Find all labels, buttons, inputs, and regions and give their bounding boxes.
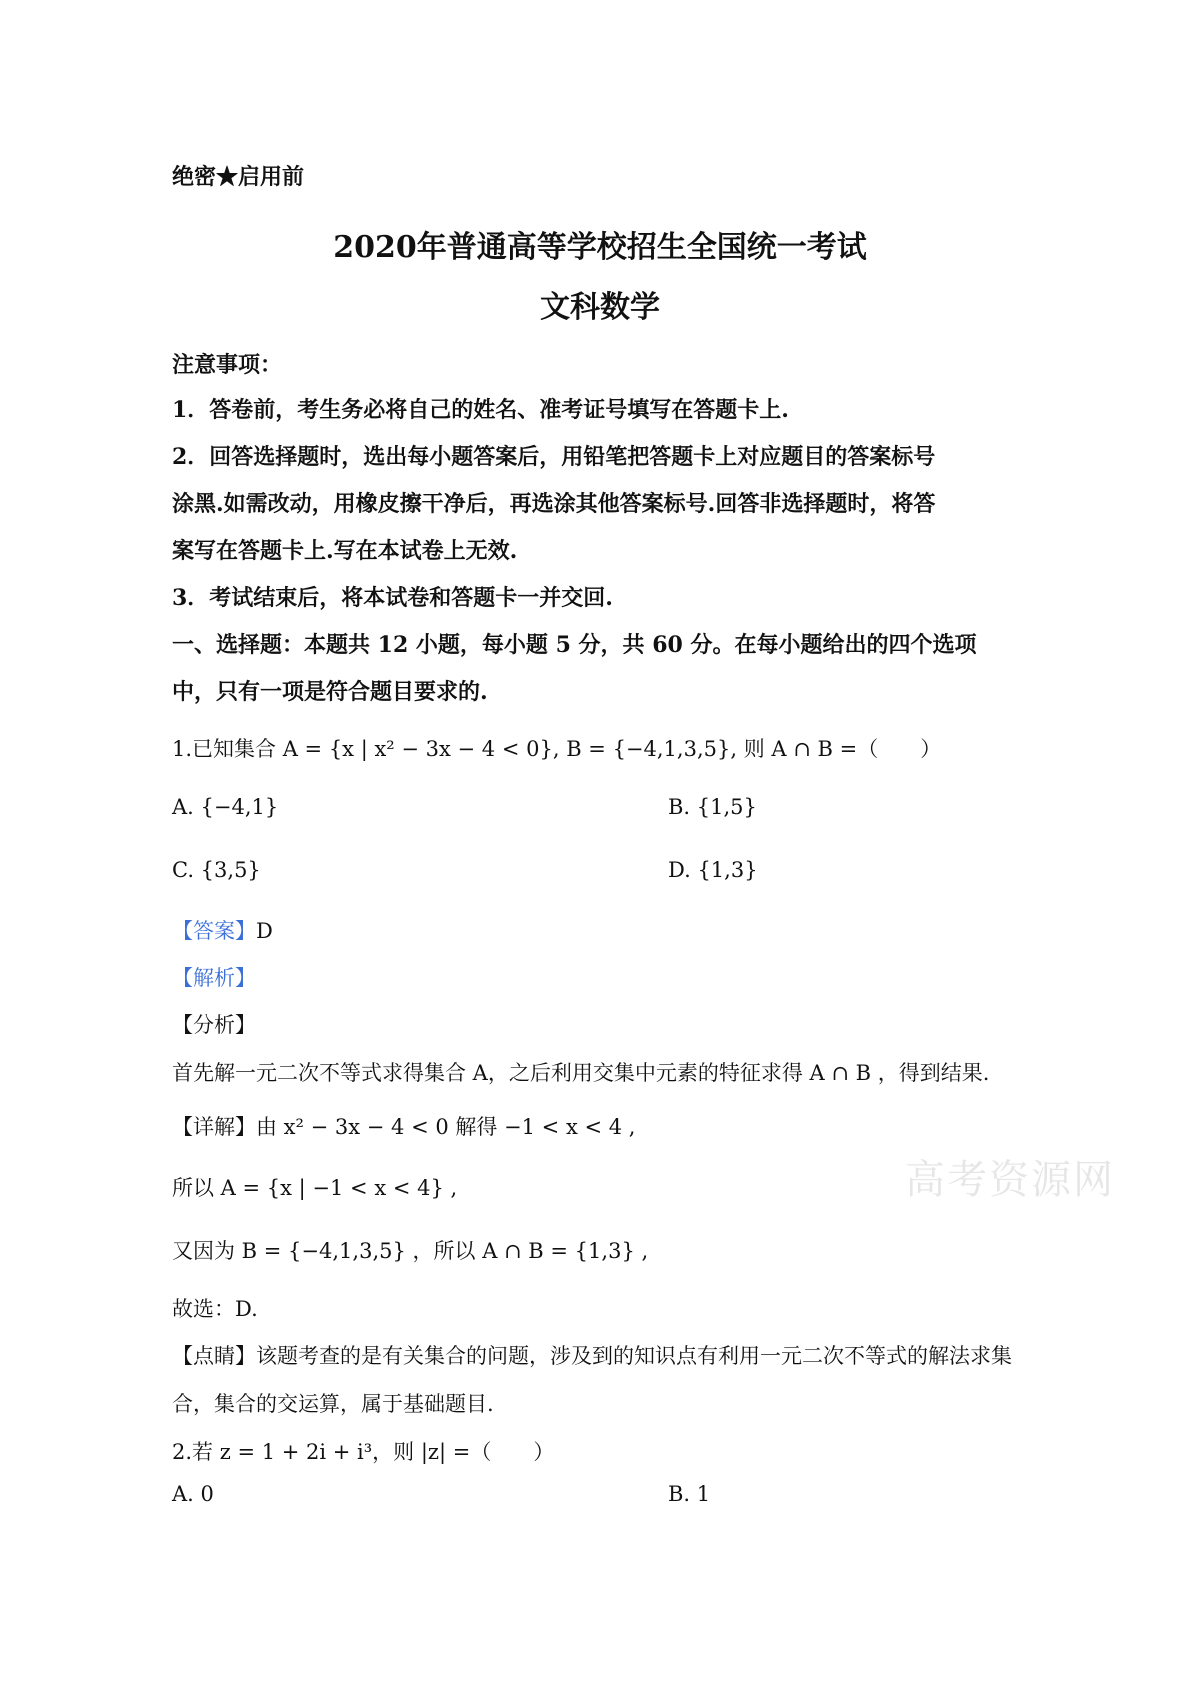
answer-tag: 【答案】: [172, 919, 256, 943]
section-heading-line-1: 一、选择题：本题共 12 小题，每小题 5 分，共 60 分。在每小题给出的四个选项: [172, 632, 977, 658]
detail-step-1: 【详解】由 x² − 3x − 4 < 0 解得 −1 < x < 4 ,: [172, 1115, 636, 1139]
q1-option-a: A. {−4,1}: [172, 795, 279, 819]
subject-title: 文科数学: [540, 290, 660, 325]
q2-option-b: B. 1: [668, 1482, 711, 1506]
q1-option-c: C. {3,5}: [172, 858, 261, 882]
review-line-2: 合，集合的交运算，属于基础题目.: [172, 1392, 494, 1416]
exam-title: 2020年普通高等学校招生全国统一考试: [333, 230, 867, 265]
watermark: 高考资源网: [905, 1157, 1115, 1203]
question-2-stem: 2.若 z = 1 + 2i + i³，则 |z| =（ ）: [172, 1440, 555, 1464]
review-line-1: 【点睛】该题考查的是有关集合的问题，涉及到的知识点有利用一元二次不等式的解法求集: [172, 1344, 1012, 1368]
notice-item-1: 1．答卷前，考生务必将自己的姓名、准考证号填写在答题卡上.: [172, 397, 789, 423]
fenxi-text: 首先解一元二次不等式求得集合 A，之后利用交集中元素的特征求得 A ∩ B ，得到结果.: [172, 1061, 990, 1085]
analysis-tag: 【解析】: [172, 966, 256, 990]
question-1-stem: 1.已知集合 A = {x | x² − 3x − 4 < 0}, B = {−4,1,3,5}, 则 A ∩ B =（ ）: [172, 737, 942, 761]
q2-option-a: A. 0: [172, 1482, 214, 1506]
detail-step-2: 所以 A = {x | −1 < x < 4} ,: [172, 1176, 458, 1200]
q1-option-d: D. {1,3}: [668, 858, 758, 882]
notice-item-2-line-2: 涂黑.如需改动，用橡皮擦干净后，再选涂其他答案标号.回答非选择题时，将答: [172, 491, 936, 517]
notice-heading: 注意事项：: [172, 352, 283, 378]
detail-step-3: 又因为 B = {−4,1,3,5} ，所以 A ∩ B = {1,3} ,: [172, 1239, 649, 1263]
fenxi-tag: 【分析】: [172, 1013, 256, 1037]
section-heading-line-2: 中，只有一项是符合题目要求的.: [172, 679, 488, 705]
answer-row: [172, 915, 273, 945]
confidential-mark: 绝密★启用前: [172, 164, 305, 190]
notice-item-3: 3．考试结束后，将本试卷和答题卡一并交回.: [172, 585, 613, 611]
q1-option-b: B. {1,5}: [668, 795, 757, 819]
detail-step-4: 故选：D.: [172, 1297, 258, 1321]
notice-item-2-line-3: 案写在答题卡上.写在本试卷上无效.: [172, 538, 518, 564]
notice-item-2-line-1: 2．回答选择题时，选出每小题答案后，用铅笔把答题卡上对应题目的答案标号: [172, 444, 936, 470]
answer-value: D: [256, 919, 273, 943]
